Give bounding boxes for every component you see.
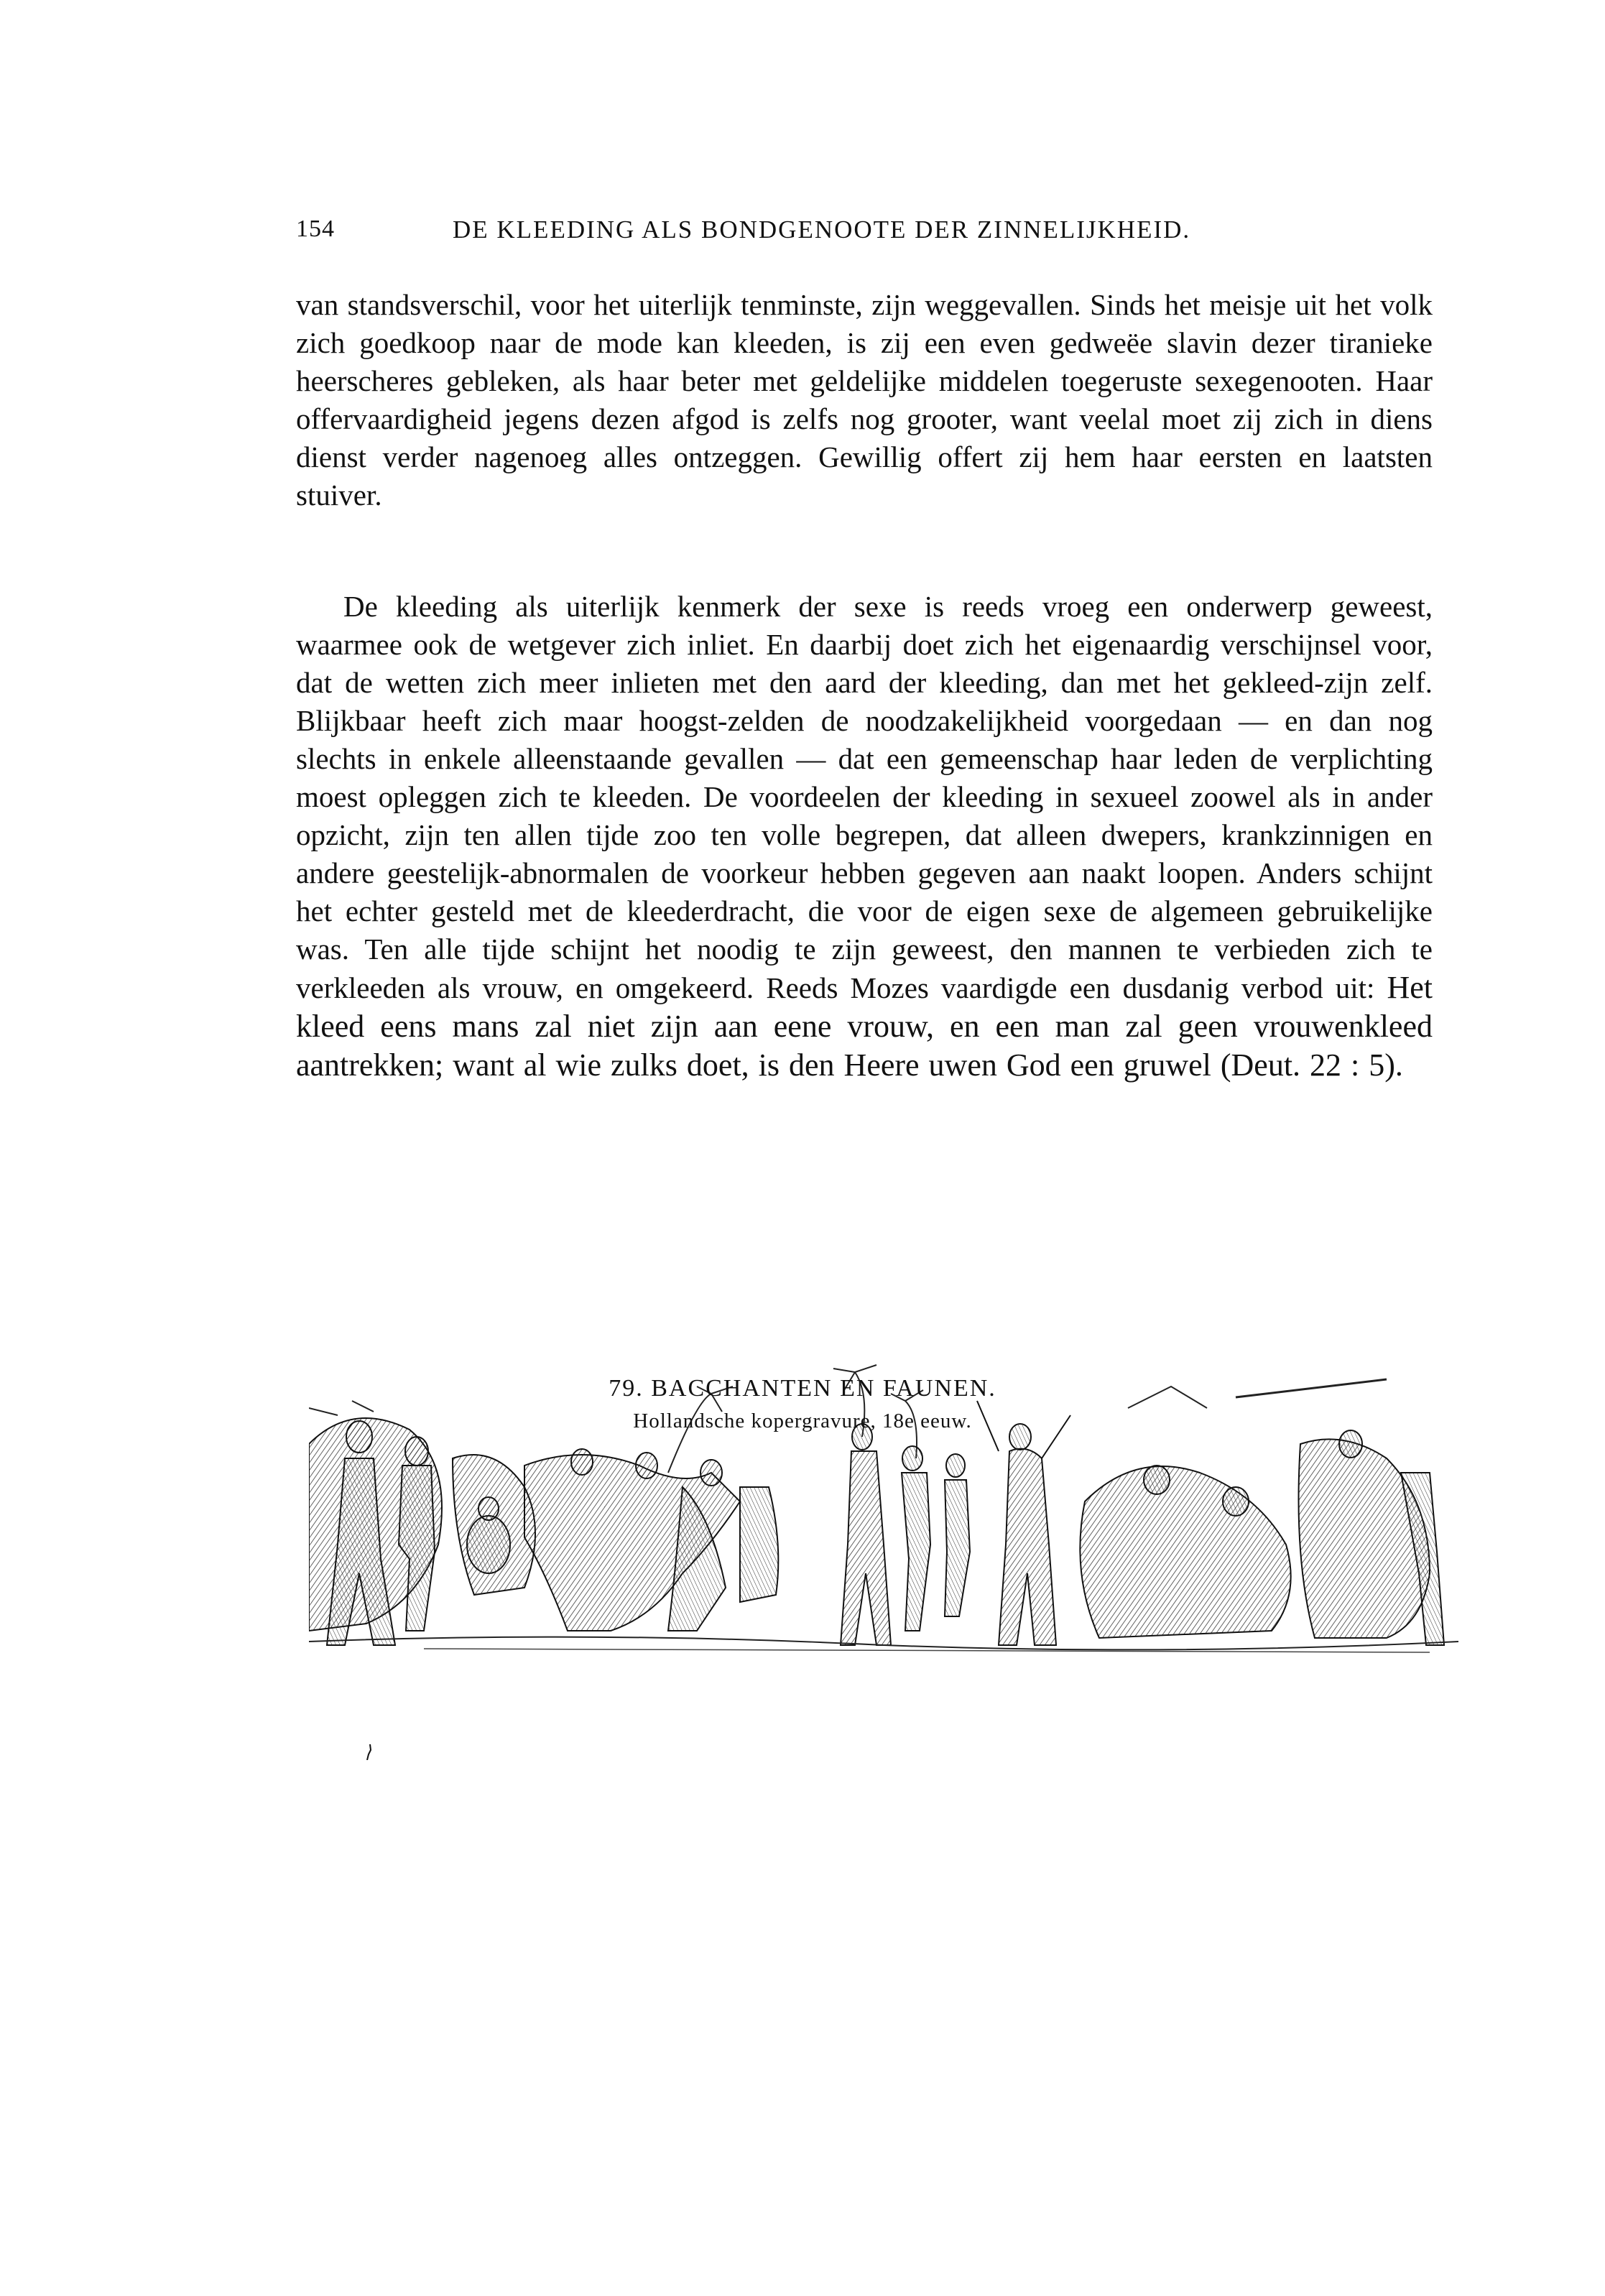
paragraph-2 [296, 588, 1433, 1085]
figure-group-right [1080, 1430, 1444, 1645]
stray-ink-mark [366, 1744, 372, 1760]
figure-group-left [309, 1418, 535, 1645]
paragraph-1: van standsverschil, voor het uiterlijk tenminste, zijn weggevallen. Sinds het meisje uit het volk zich goedkoop naar de mode kan kleeden, is zij een even gedweëe slavin dezer tiranieke heerscheres gebleken, als haar beter met geldelijke middelen toegeruste sexegenooten. Haar offervaardigheid jegens dezen afgod is zelfs nog grooter, want veelal moet zij zich in diens dienst verder nagenoeg alles ontzeggen. Gewillig offert zij hem haar eersten en laatsten stuiver. [296, 288, 1433, 511]
page-number: 154 [296, 216, 335, 242]
figure-group-center [841, 1401, 1070, 1645]
paragraph-2-text: De kleeding als uiterlijk kenmerk der sexe is reeds vroeg een onderwerp geweest, waarmee ook de wetgever zich inliet. En daarbij doet zich het eigenaardig verschijnsel voor, dat de wetten zich meer inlieten met den aard der kleeding, dan met het gekleed-zijn zelf. Blijkbaar heeft zich maar hoogst-zelden de noodzakelijkheid voorgedaan — en dan nog slechts in enkele alleenstaande gevallen — dat een gemeenschap haar leden de verplichting moest opleggen zich te kleeden. De voordeelen der kleeding in sexueel zoowel als in ander opzicht, zijn ten allen tijde zoo ten volle begrepen, dat alleen dwepers, krankzinnigen en andere geestelijk-abnormalen de voorkeur hebben gegeven aan naakt loopen. Anders schijnt het echter gesteld met de kleederdracht, die voor de eigen sexe de algemeen gebruikelijke was. Ten alle tijde schijnt het noodig te zijn geweest, den mannen te verbieden zich te verkleeden als vrouw, en omgekeerd. Reeds Mozes vaardigde een dusdanig verbod uit: [296, 590, 1433, 1004]
figure-caption-title: 79. BACCHANTEN EN FAUNEN. [609, 1375, 996, 1402]
engraving-illustration [309, 1358, 1458, 1659]
figure-group-center-left [524, 1449, 778, 1631]
paragraph-2-quote: Het kleed eens mans zal niet zijn aan eene vrouw, en een man zal geen vrouwenkleed aantrekken; want al wie zulks doet, is den Heere uwen God een gruwel (Deut. 22 : 5). [296, 970, 1433, 1083]
page-header [296, 216, 1259, 259]
running-title: DE KLEEDING ALS BONDGENOOTE DER ZINNELIJKHEID. [453, 216, 1191, 244]
figure-caption-subtitle: Hollandsche kopergravure, 18e eeuw. [633, 1409, 972, 1432]
